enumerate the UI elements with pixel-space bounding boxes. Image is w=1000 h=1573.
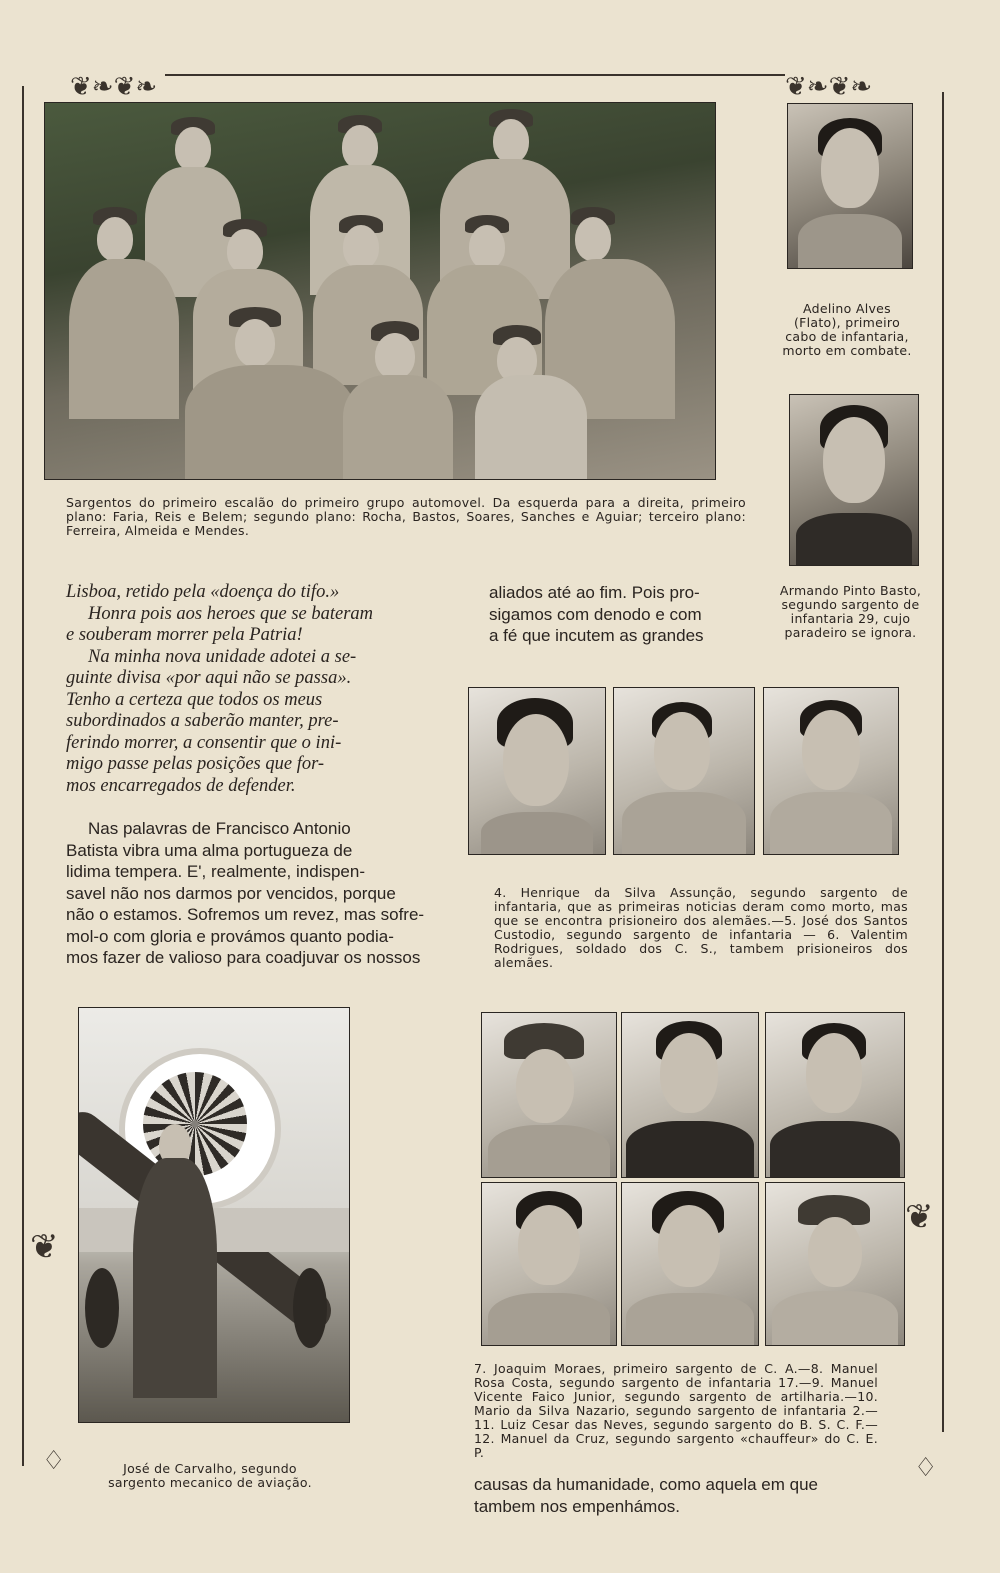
text-line: Lisboa, retido pela «doença do tifo.» bbox=[66, 582, 340, 602]
side-ornament-right: ❦ bbox=[905, 1197, 934, 1237]
text-line: savel não nos darmos por vencidos, porque bbox=[66, 883, 396, 903]
portrait-manuel-rosa-costa bbox=[621, 1012, 759, 1178]
portrait-mario-nazario bbox=[481, 1182, 617, 1346]
portrait-valentim-rodrigues bbox=[763, 687, 899, 855]
bottom-ornament-right: ♢ bbox=[914, 1453, 938, 1483]
portrait-manuel-da-cruz bbox=[765, 1182, 905, 1346]
bottom-text-block bbox=[474, 1474, 894, 1517]
caption-trio-portraits: 4. Henrique da Silva Assunção, segundo sargento de infantaria, que as primeiras noticias deram como morto, mas que se encontra prisioneiro dos alemães.—5. José dos Santos Custodio, segundo sargento de infantaria — 6. Valentim Rodrigues, soldado dos C. S., tambem prisioneiros dos alemães. bbox=[494, 885, 908, 970]
text-line: lidima tempera. E', realmente, indispen- bbox=[66, 862, 365, 881]
text-line: Tenho a certeza que todos os meus bbox=[66, 689, 323, 710]
text-line: guinte divisa «por aqui não se passa». bbox=[66, 668, 352, 688]
aircraft-wheel-right bbox=[293, 1268, 327, 1348]
corner-ornament-top-left: ❦❧❦❧ bbox=[70, 72, 158, 102]
text-line: não o estamos. Sofremos um revez, mas sofre- bbox=[66, 905, 425, 924]
text-line: ferindo morrer, a consentir que o ini- bbox=[66, 732, 342, 753]
portrait-henrique-assuncao bbox=[468, 687, 606, 855]
text-line: sigamos com denodo e com bbox=[489, 604, 702, 624]
right-column-text bbox=[489, 582, 749, 647]
text-line: causas da humanidade, como aquela em que bbox=[474, 1475, 819, 1494]
caption-six-portraits: 7. Joaquim Moraes, primeiro sargento de C. A.—8. Manuel Rosa Costa, segundo sargento de infantaria 17.—9. Manuel Vicente Faico Junior, segundo sargento de artilharia.—10. Mario da Silva Nazario, segundo sargento de infantaria 2.—11. Luiz Cesar das Neves, segundo sargento do B. S. C. F.—12. Manuel da Cruz, segundo sargento «chauffeur» do C. E. P. bbox=[474, 1361, 878, 1460]
text-line: subordinados a saberão manter, pre- bbox=[66, 711, 339, 731]
group-photo-sergeants bbox=[44, 102, 716, 480]
aircraft-wheel-left bbox=[85, 1268, 119, 1348]
body-text-block bbox=[66, 818, 464, 969]
text-line: Nas palavras de Francisco Antonio bbox=[88, 819, 351, 838]
side-ornament-left: ❦ bbox=[30, 1227, 59, 1267]
text-line: migo passe pelas posições que for- bbox=[66, 754, 325, 774]
frame-left-rule bbox=[22, 86, 24, 1466]
text-line: mos encarregados de defender. bbox=[66, 775, 296, 796]
bottom-ornament-left: ♢ bbox=[42, 1446, 66, 1476]
text-line: mos fazer de valioso para coadjuvar os nossos bbox=[66, 948, 421, 967]
portrait-jose-custodio bbox=[613, 687, 755, 855]
frame-top-rule bbox=[165, 74, 785, 76]
text-line: Batista vibra uma alma portugueza de bbox=[66, 840, 353, 860]
photo-jose-de-carvalho-aircraft bbox=[78, 1007, 350, 1423]
portrait-luiz-cesar-das-neves bbox=[621, 1182, 759, 1346]
frame-right-rule bbox=[942, 92, 944, 1432]
caption-group-photo: Sargentos do primeiro escalão do primeiro grupo automovel. Da esquerda para a direita, primeiro plano: Faria, Reis e Belem; segundo plano: Rocha, Bastos, Soares, Sanches e Aguiar; terceiro plano: Ferreira, Almeida e Mendes. bbox=[66, 495, 746, 538]
caption-jose-de-carvalho: José de Carvalho, segundo sargento mecanico de aviação. bbox=[108, 1461, 312, 1490]
italic-quote-block bbox=[66, 582, 422, 797]
text-line: Honra pois aos heroes que se bateram bbox=[88, 603, 374, 624]
text-line: mol-o com gloria e provámos quanto podia- bbox=[66, 926, 394, 946]
text-line: tambem nos empenhámos. bbox=[474, 1496, 680, 1516]
portrait-joaquim-moraes bbox=[481, 1012, 617, 1178]
text-line: aliados até ao fim. Pois pro- bbox=[489, 583, 700, 602]
portrait-adelino-alves bbox=[787, 103, 913, 269]
text-line: Na minha nova unidade adotei a se- bbox=[88, 646, 357, 667]
caption-adelino-alves: Adelino Alves (Flato), primeiro cabo de infantaria, morto em combate. bbox=[782, 301, 912, 358]
text-line: a fé que incutem as grandes bbox=[489, 626, 704, 645]
text-line: e souberam morrer pela Patria! bbox=[66, 625, 303, 645]
corner-ornament-top-right: ❦❧❦❧ bbox=[785, 72, 873, 102]
caption-armando-pinto-basto: Armando Pinto Basto, segundo sargento de infantaria 29, cujo paradeiro se ignora. bbox=[779, 583, 922, 640]
portrait-manuel-vicente-faico bbox=[765, 1012, 905, 1178]
portrait-armando-pinto-basto bbox=[789, 394, 919, 566]
